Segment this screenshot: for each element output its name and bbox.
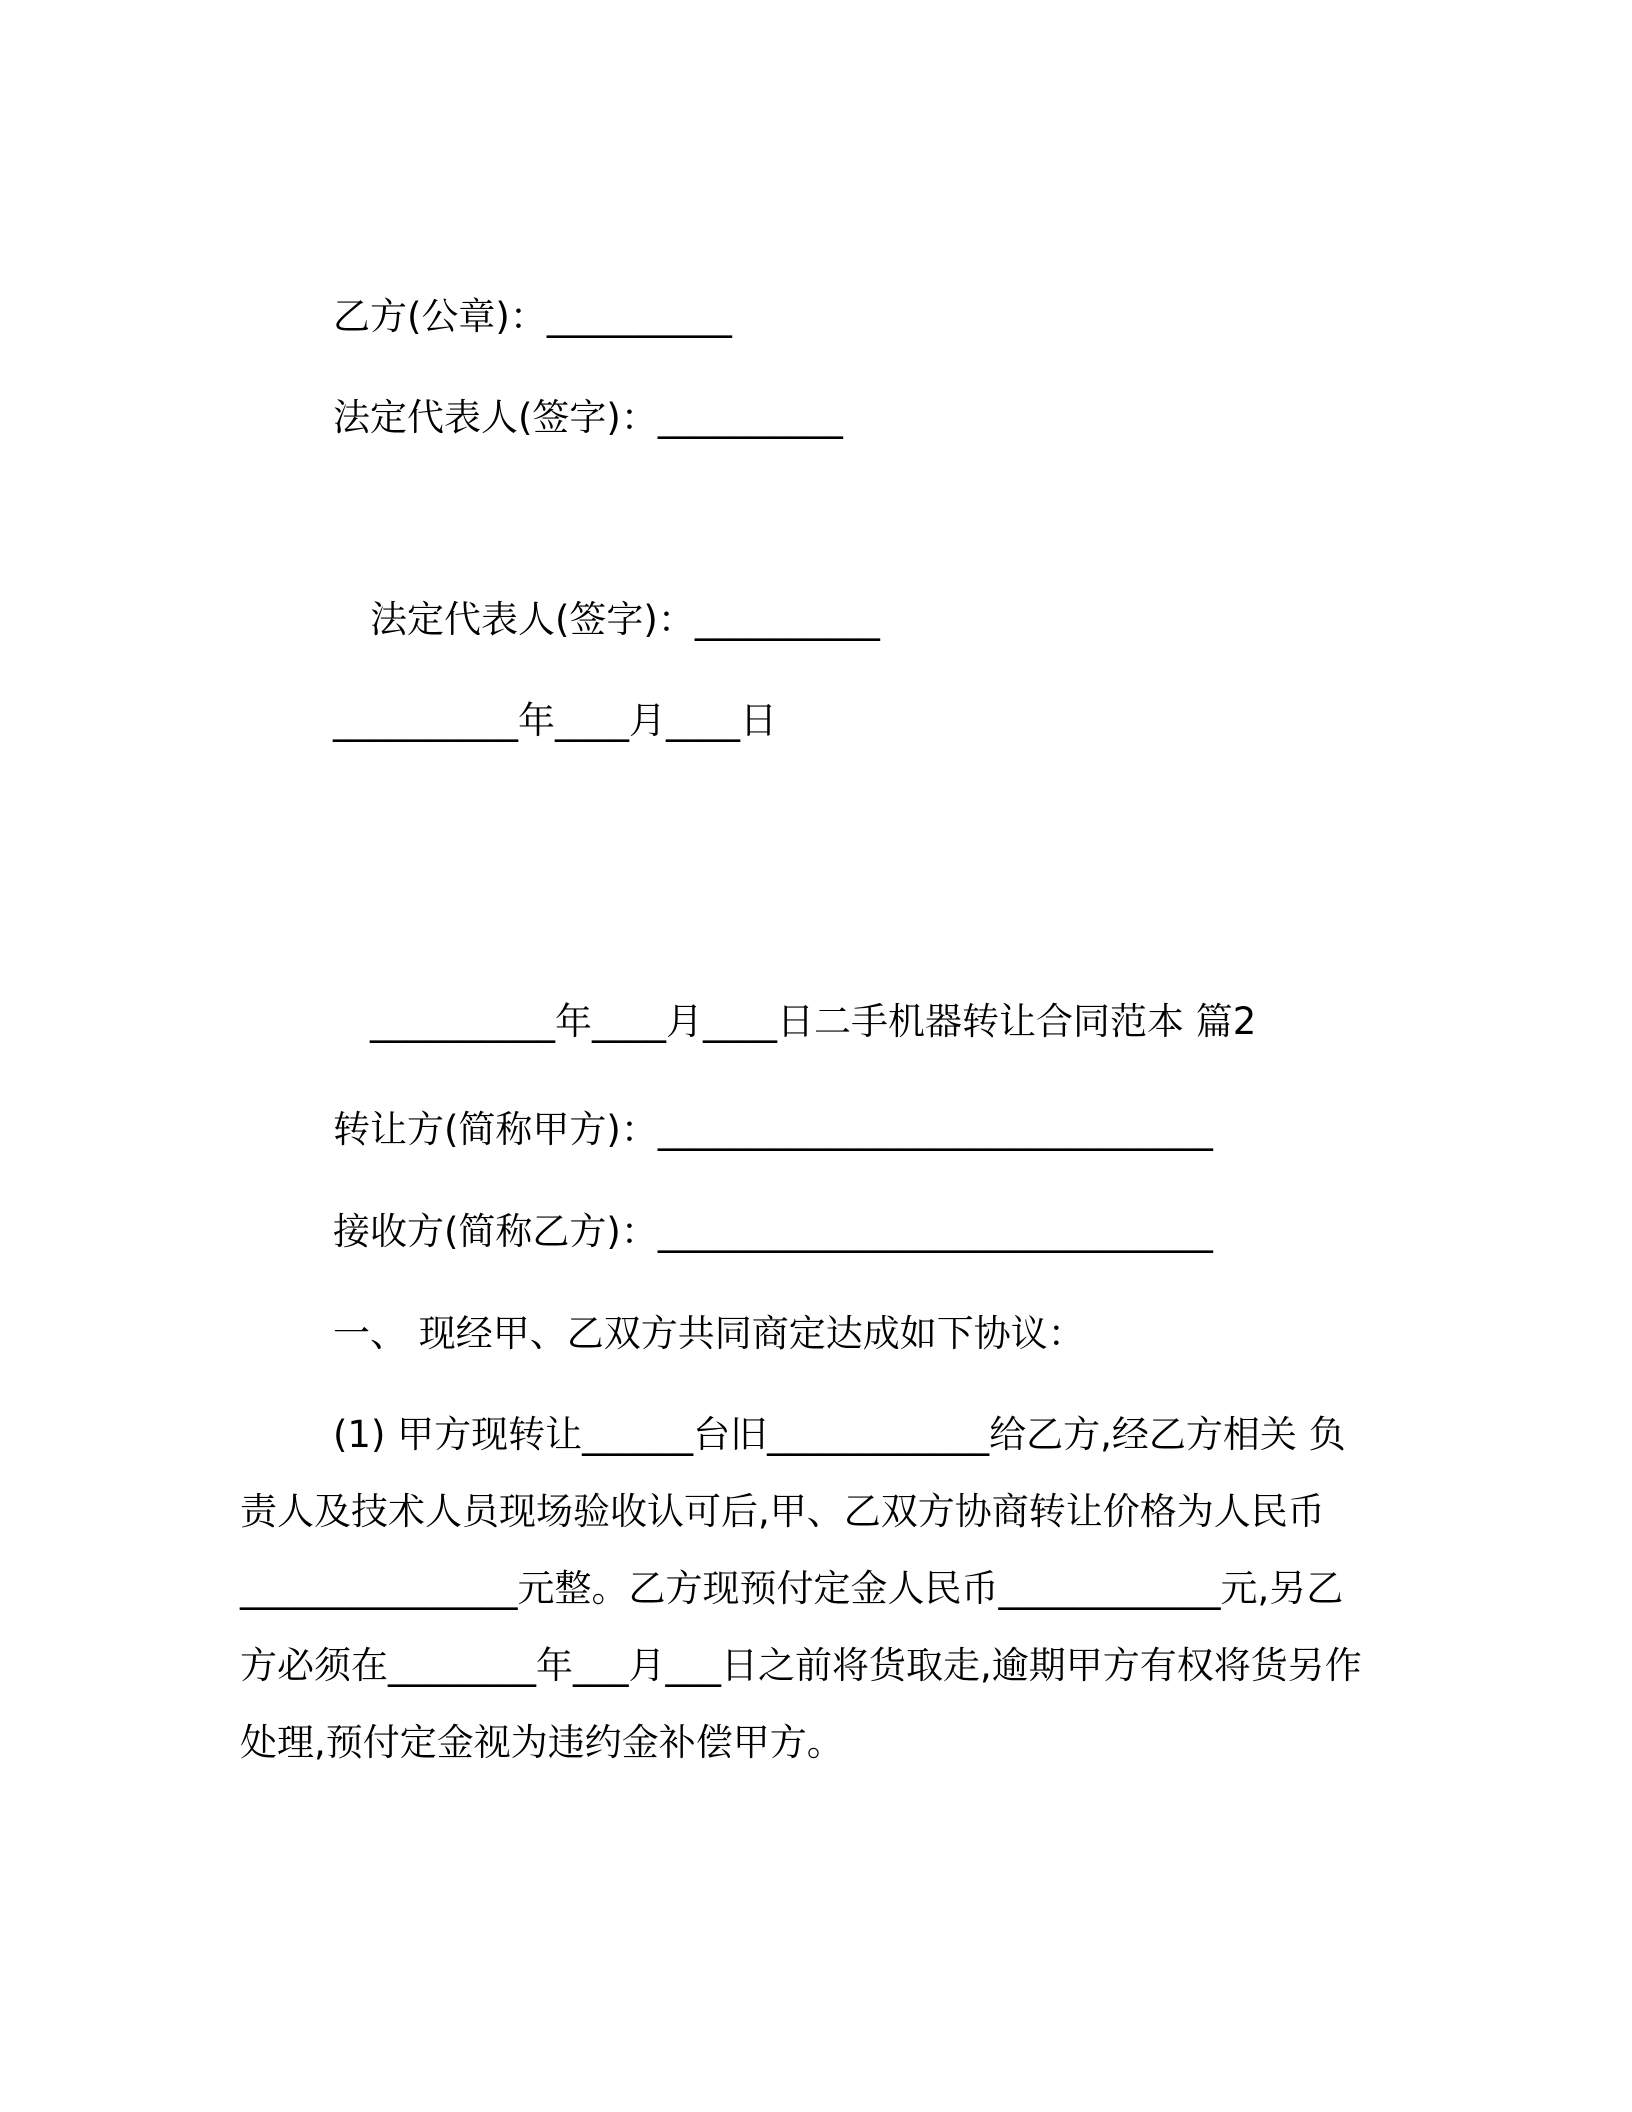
clause-1-line-5: 处理,预付定金视为违约金补偿甲方。 — [240, 1721, 844, 1764]
legal-rep-signature-line: 法定代表人(签字)：__________ — [333, 396, 843, 439]
clause-1-line-3: _______________元整。乙方现预付定金人民币____________元,另乙 — [240, 1567, 1344, 1610]
signature-date-line: __________年____月____日 — [333, 699, 777, 742]
clause-1-line-2: 责人及技术人员现场验收认可后,甲、乙双方协商转让价格为人民币 — [240, 1490, 1325, 1533]
legal-rep-signature-line-2: 法定代表人(签字)：__________ — [370, 598, 880, 641]
party-b-seal-line: 乙方(公章)：__________ — [333, 295, 732, 338]
clause-1-title: 一、 现经甲、乙双方共同商定达成如下协议： — [333, 1312, 1085, 1355]
clause-1-line-1: (1) 甲方现转让______台旧____________给乙方,经乙方相关 负 — [333, 1413, 1346, 1456]
clause-1-line-4: 方必须在________年___月___日之前将货取走,逾期甲方有权将货另作 — [240, 1644, 1362, 1687]
transferor-line: 转让方(简称甲方)：______________________________ — [333, 1108, 1213, 1151]
transferee-line: 接收方(简称乙方)：______________________________ — [333, 1210, 1213, 1253]
section-heading: __________年____月____日二手机器转让合同范本 篇2 — [370, 1000, 1257, 1043]
